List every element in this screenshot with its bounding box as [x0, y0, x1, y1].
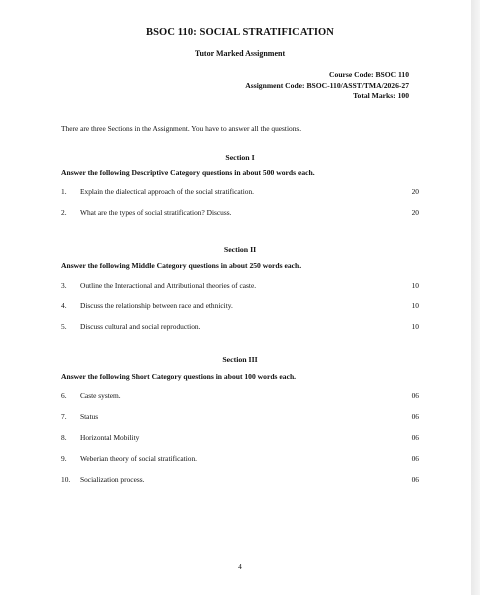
question-text: Discuss cultural and social reproduction.: [80, 322, 201, 331]
question-number: 8.: [61, 433, 67, 442]
question-row: [61, 412, 419, 424]
question-number: 2.: [61, 208, 67, 217]
question-text: Socialization process.: [80, 475, 145, 484]
course-code: Course Code: BSOC 110: [329, 70, 409, 79]
document-title: BSOC 110: SOCIAL STRATIFICATION: [146, 27, 334, 38]
section-3-instruction: Answer the following Short Category questions in about 100 words each.: [61, 372, 297, 381]
question-marks: 20: [411, 208, 419, 217]
question-marks: 06: [411, 412, 419, 421]
question-text: Status: [80, 412, 99, 421]
question-marks: 06: [411, 391, 419, 400]
question-row: [61, 391, 419, 403]
question-text: Discuss the relationship between race and ethnicity.: [80, 301, 233, 310]
question-row: [61, 475, 419, 487]
question-row: [61, 301, 419, 313]
question-text: Outline the Interactional and Attributional theories of caste.: [80, 281, 257, 290]
question-text: Caste system.: [80, 391, 121, 400]
total-marks: Total Marks: 100: [353, 91, 409, 100]
question-number: 10.: [61, 475, 71, 484]
section-2-instruction: Answer the following Middle Category questions in about 250 words each.: [61, 261, 302, 270]
question-number: 3.: [61, 281, 67, 290]
question-text: Horizontal Mobility: [80, 433, 140, 442]
question-marks: 10: [411, 322, 419, 331]
question-text: Weberian theory of social stratification.: [80, 454, 197, 463]
question-number: 4.: [61, 301, 67, 310]
assignment-code: Assignment Code: BSOC-110/ASST/TMA/2026-27: [245, 80, 409, 90]
page-number: 4: [238, 562, 242, 571]
question-row: [61, 208, 419, 220]
question-number: 6.: [61, 391, 67, 400]
question-row: [61, 454, 419, 466]
question-marks: 20: [411, 187, 419, 196]
question-number: 9.: [61, 454, 67, 463]
document-subtitle: Tutor Marked Assignment: [194, 49, 286, 58]
question-text: Explain the dialectical approach of the social stratification.: [80, 187, 255, 196]
question-marks: 10: [411, 301, 419, 310]
intro-text: There are three Sections in the Assignment. You have to answer all the questions.: [61, 124, 302, 133]
question-row: [61, 187, 419, 199]
question-row: [61, 433, 419, 445]
question-marks: 06: [411, 475, 419, 484]
question-marks: 06: [411, 433, 419, 442]
page-edge-shadow: [471, 0, 480, 595]
section-3-title: Section III: [222, 355, 258, 364]
section-1-title: Section I: [225, 153, 255, 162]
question-number: 5.: [61, 322, 67, 331]
question-row: [61, 322, 419, 334]
course-info-block: [245, 70, 409, 102]
question-marks: 06: [411, 454, 419, 463]
section-2-title: Section II: [223, 245, 257, 254]
question-row: [61, 281, 419, 293]
section-1-instruction: Answer the following Descriptive Category questions in about 500 words each.: [61, 168, 315, 177]
question-text: What are the types of social stratification? Discuss.: [80, 208, 232, 217]
question-marks: 10: [411, 281, 419, 290]
question-number: 1.: [61, 187, 67, 196]
question-number: 7.: [61, 412, 67, 421]
